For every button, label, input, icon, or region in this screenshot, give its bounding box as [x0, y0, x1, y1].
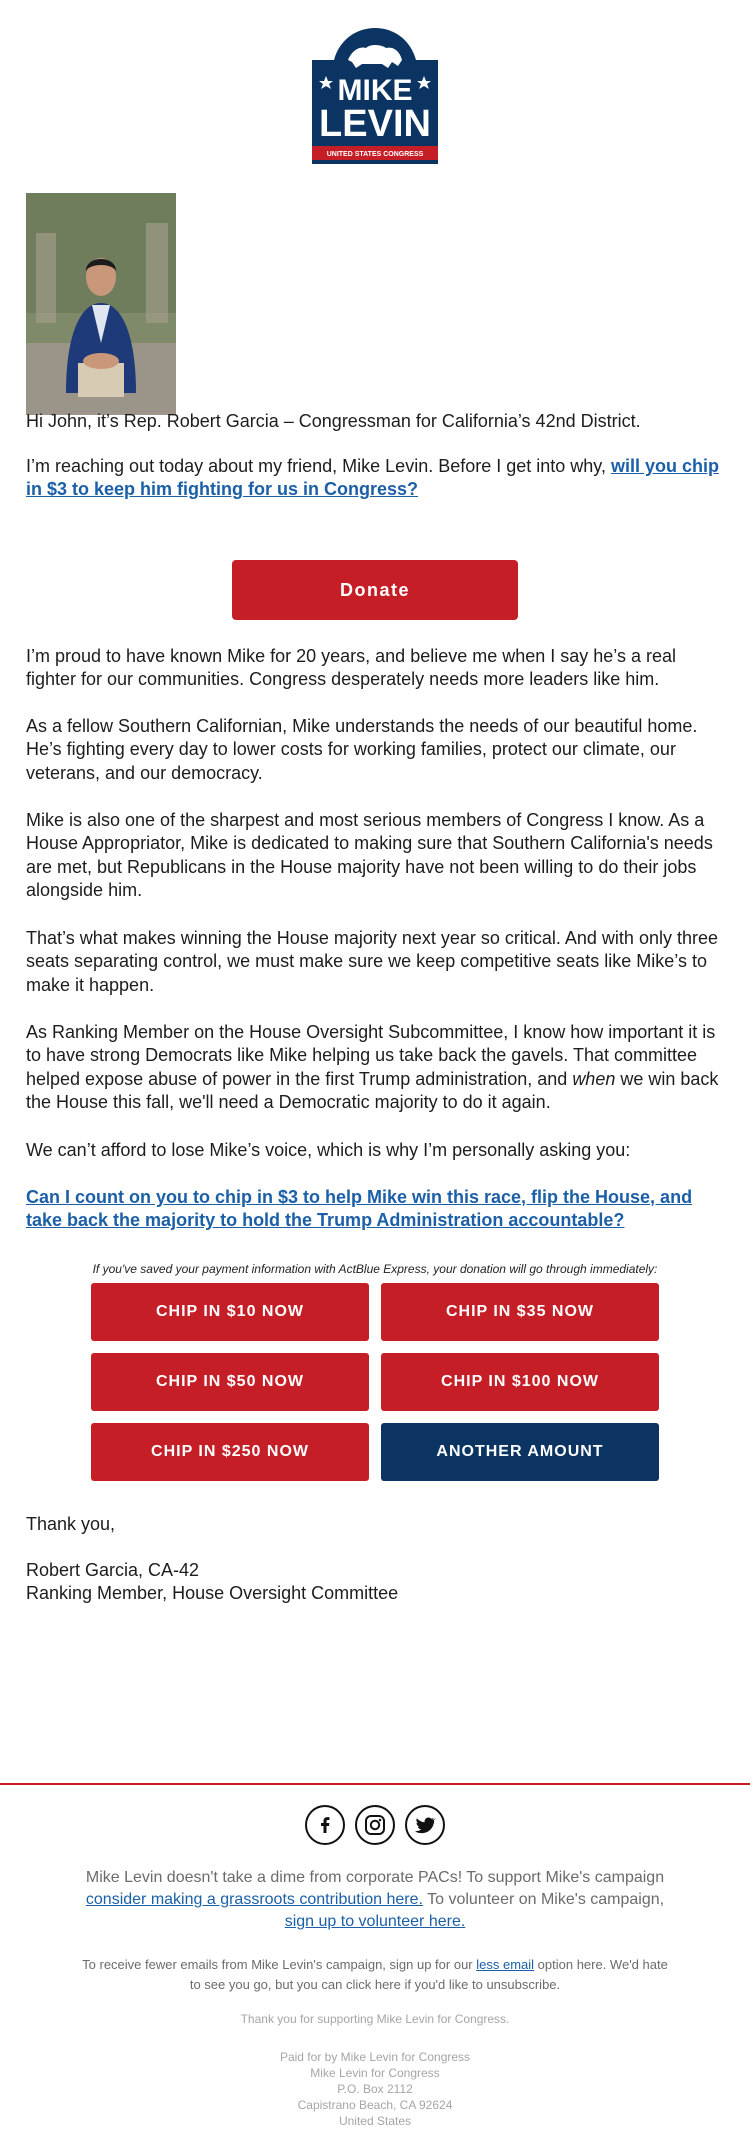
- ask-paragraph: [26, 1186, 726, 1233]
- logo-band: UNITED STATES CONGRESS: [326, 151, 424, 158]
- chip-in-50-button[interactable]: CHIP IN $50 NOW: [91, 1353, 369, 1411]
- footer-divider: [0, 1783, 750, 1785]
- grassroots-contribution-link[interactable]: consider making a grassroots contribution here.: [85, 1891, 423, 1908]
- chip-in-10-button[interactable]: CHIP IN $10 NOW: [91, 1283, 369, 1341]
- paragraph-3: Mike is also one of the sharpest and most serious members of Congress I know. As a House Appropriator, Mike is dedicated to making sure that Southern California's needs are met, but Republicans in the House majority have not been willing to do their jobs alongside him.: [26, 810, 713, 901]
- paragraph-6: We can’t afford to lose Mike’s voice, which is why I’m personally asking you:: [26, 1140, 631, 1160]
- logo-line1: MIKE: [337, 74, 413, 107]
- paragraph-1: I’m proud to have known Mike for 20 years, and believe me when I say he’s a real fighter for our communities. Congress desperately needs more leaders like him.: [26, 646, 677, 690]
- paragraph-4: That’s what makes winning the House majority next year so critical. And with only three seats separating control, we must make sure we keep competitive seats like Mike’s to make it happen.: [26, 928, 718, 995]
- chip-in-3-link[interactable]: will you chip in $3 to keep him fighting for us in Congress?: [26, 456, 719, 500]
- instagram-icon[interactable]: [355, 1805, 395, 1845]
- footer-thanks: Thank you for supporting Mike Levin for Congress.: [240, 2012, 510, 2026]
- bear-logo-icon: [300, 24, 450, 166]
- footer-pac-text: Mike Levin doesn't take a dime from corporate PACs! To support Mike's campaign consider making a grassroots contribution here. To volunteer on Mike's campaign, sign up to volunteer here.: [85, 1869, 665, 1930]
- address-line: Mike Levin for Congress: [310, 2066, 440, 2080]
- paragraph-5: As Ranking Member on the House Oversight Subcommittee, I know how important it is to have strong Democrats like Mike helping us take back the gavels. That committee helped expose abuse of power in the first Trump administration, and when we win back the House this fall, we'll need a Democratic majority to do it again.: [26, 1022, 719, 1113]
- signoff-title: Ranking Member, House Oversight Committee: [26, 1583, 399, 1603]
- footer-fewer-emails: To receive fewer emails from Mike Levin's campaign, sign up for our less email option here. We'd hate to see you go, but you can click here if you'd like to unsubscribe.: [82, 1957, 668, 1992]
- address-line: Capistrano Beach, CA 92624: [297, 2098, 453, 2112]
- address-line: United States: [338, 2114, 412, 2128]
- robert-garcia-photo: [26, 193, 176, 415]
- signoff-thanks: Thank you,: [26, 1514, 116, 1534]
- greeting-text: Hi John, it’s Rep. Robert Garcia – Congressman for California’s 42nd District.: [26, 411, 641, 431]
- chip-in-250-button[interactable]: CHIP IN $250 NOW: [91, 1423, 369, 1481]
- reach-out-paragraph: [26, 455, 726, 502]
- less-email-link[interactable]: less email: [476, 1957, 535, 1972]
- volunteer-link[interactable]: sign up to volunteer here.: [284, 1913, 466, 1930]
- reach-out-text: I’m reaching out today about my friend, Mike Levin. Before I get into why,: [26, 456, 611, 476]
- campaign-logo[interactable]: [300, 24, 450, 166]
- footer-address: [75, 2049, 675, 2129]
- chip-in-100-button[interactable]: CHIP IN $100 NOW: [381, 1353, 659, 1411]
- address-line: Paid for by Mike Levin for Congress: [279, 2050, 471, 2064]
- chip-in-35-button[interactable]: CHIP IN $35 NOW: [381, 1283, 659, 1341]
- donate-button[interactable]: Donate: [232, 560, 518, 620]
- paragraph-2: As a fellow Southern Californian, Mike understands the needs of our beautiful home. He’s fighting every day to lower costs for working families, protect our climate, our veterans, and our democracy.: [26, 716, 698, 783]
- actblue-note: If you've saved your payment information with ActBlue Express, your donation will go through immediately:: [92, 1262, 658, 1276]
- another-amount-button[interactable]: ANOTHER AMOUNT: [381, 1423, 659, 1481]
- address-line: P.O. Box 2112: [337, 2082, 413, 2096]
- twitter-icon[interactable]: [405, 1805, 445, 1845]
- facebook-icon[interactable]: [305, 1805, 345, 1845]
- logo-line2: LEVIN: [319, 103, 431, 145]
- chip-in-ask-link[interactable]: Can I count on you to chip in $3 to help Mike win this race, flip the House, and take back the majority to hold the Trump Administration accountable?: [26, 1187, 693, 1231]
- signoff-name: Robert Garcia, CA-42: [26, 1560, 200, 1580]
